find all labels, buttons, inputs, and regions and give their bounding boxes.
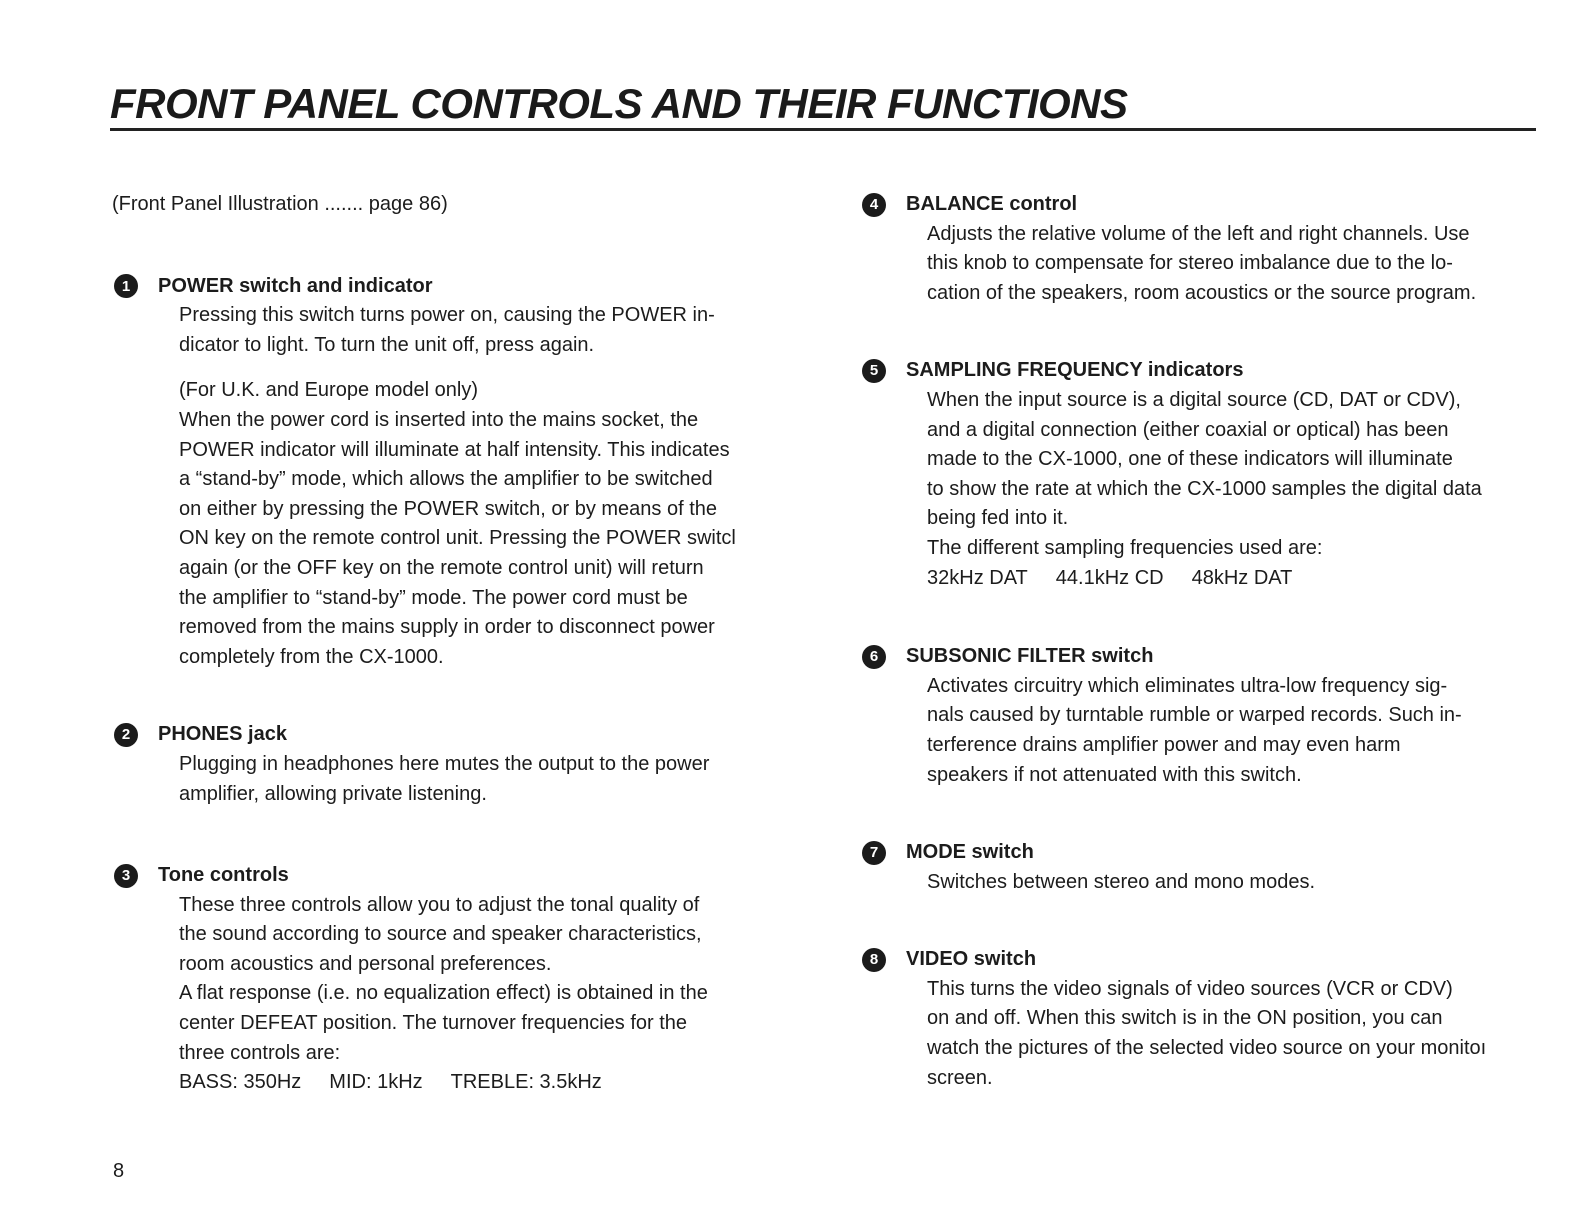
section-heading-text: SAMPLING FREQUENCY indicators	[906, 359, 1244, 382]
section-heading-text: PHONES jack	[158, 723, 287, 746]
section-heading-text: VIDEO switch	[906, 948, 1037, 971]
section-heading-text: SUBSONIC FILTER switch	[906, 645, 1154, 668]
text-line: The different sampling frequencies used are:	[927, 536, 1323, 559]
section-heading	[862, 190, 1560, 220]
section-body	[927, 672, 1560, 790]
section-heading-text: POWER switch and indicator	[158, 274, 433, 297]
section-tone-controls	[112, 861, 802, 1098]
section-power	[112, 272, 802, 673]
text-line: on either by pressing the POWER switch, or by means of the	[179, 497, 718, 520]
text-line: and a digital connection (either coaxial or optical) has been	[927, 418, 1449, 441]
text-line: Pressing this switch turns power on, causing the POWER in-	[179, 304, 715, 327]
section-body	[927, 220, 1560, 309]
frequency-item: 48kHz DAT	[1191, 566, 1293, 589]
title-rule	[110, 128, 1536, 131]
spacer	[179, 360, 802, 376]
text-line: this knob to compensate for stereo imbalance due to the lo-	[927, 252, 1453, 275]
text-line: room acoustics and personal preferences.	[179, 952, 552, 975]
section-body	[927, 868, 1560, 898]
text-line: ON key on the remote control unit. Pressing the POWER switcl	[179, 527, 736, 550]
section-heading	[114, 720, 802, 750]
text-line: center DEFEAT position. The turnover frequencies for the	[179, 1012, 688, 1035]
section-heading	[862, 945, 1560, 975]
section-video	[860, 945, 1560, 1093]
frequency-item: 44.1kHz CD	[1055, 566, 1164, 589]
text-line: Plugging in headphones here mutes the output to the power	[179, 752, 710, 775]
text-line: watch the pictures of the selected video source on your monitoı	[927, 1037, 1487, 1060]
text-line: completely from the CX-1000.	[179, 645, 444, 668]
text-line: A flat response (i.e. no equalization effect) is obtained in the	[179, 982, 708, 1005]
section-body	[179, 301, 802, 672]
text-line: speakers if not attenuated with this switch.	[927, 763, 1302, 786]
text-line: Adjusts the relative volume of the left and right channels. Use	[927, 222, 1470, 245]
section-body	[927, 386, 1560, 593]
frequency-item: BASS: 350Hz	[179, 1071, 302, 1094]
section-heading	[114, 861, 802, 891]
section-phones	[112, 720, 802, 809]
right-column	[860, 190, 1560, 1093]
text-line: This turns the video signals of video sources (VCR or CDV)	[927, 977, 1453, 1000]
frequency-list	[927, 564, 1560, 594]
text-line: made to the CX-1000, one of these indicators will illuminate	[927, 448, 1453, 471]
section-number-badge: 5	[862, 359, 886, 383]
section-number-badge: 2	[114, 723, 138, 747]
page-title: FRONT PANEL CONTROLS AND THEIR FUNCTIONS	[110, 80, 1128, 127]
text-line: again (or the OFF key on the remote control unit) will return	[179, 556, 704, 579]
text-line: amplifier, allowing private listening.	[179, 782, 487, 805]
section-number-badge: 7	[862, 841, 886, 865]
left-column	[112, 190, 802, 1098]
frequency-list	[179, 1068, 802, 1098]
text-line: being fed into it.	[927, 507, 1069, 530]
text-line: the sound according to source and speaker characteristics,	[179, 923, 702, 946]
text-line: removed from the mains supply in order to disconnect power	[179, 616, 715, 639]
section-heading-text: Tone controls	[158, 864, 289, 887]
text-line: dicator to light. To turn the unit off, press again.	[179, 333, 595, 356]
text-line: nals caused by turntable rumble or warped records. Such in-	[927, 704, 1462, 727]
text-line: When the power cord is inserted into the mains socket, the	[179, 408, 699, 431]
frequency-item: MID: 1kHz	[329, 1071, 423, 1094]
text-line: to show the rate at which the CX-1000 samples the digital data	[927, 477, 1482, 500]
section-number-badge: 1	[114, 274, 138, 298]
section-heading	[114, 272, 802, 302]
text-line: the amplifier to “stand-by” mode. The power cord must be	[179, 586, 688, 609]
section-heading	[862, 838, 1560, 868]
text-line: on and off. When this switch is in the ON position, you can	[927, 1007, 1443, 1030]
text-line: cation of the speakers, room acoustics or the source program.	[927, 281, 1477, 304]
text-line: When the input source is a digital source (CD, DAT or CDV),	[927, 388, 1461, 411]
text-line: Switches between stereo and mono modes.	[927, 870, 1315, 893]
text-line: screen.	[927, 1066, 993, 1089]
section-mode	[860, 838, 1560, 897]
section-heading-text: MODE switch	[906, 841, 1034, 864]
illustration-reference: (Front Panel Illustration ....... page 86)	[112, 193, 448, 215]
text-line: terference drains amplifier power and may even harm	[927, 733, 1401, 756]
section-heading-text: BALANCE control	[906, 193, 1078, 215]
text-line: Activates circuitry which eliminates ultra-low frequency sig-	[927, 674, 1448, 697]
text-line: three controls are:	[179, 1041, 341, 1064]
section-body	[179, 891, 802, 1098]
section-body	[179, 750, 802, 809]
page-number: 8	[113, 1160, 125, 1182]
section-body	[927, 975, 1560, 1093]
frequency-item: 32kHz DAT	[927, 566, 1028, 589]
section-number-badge: 4	[862, 193, 886, 217]
section-number-badge: 3	[114, 864, 138, 888]
text-line: These three controls allow you to adjust the tonal quality of	[179, 893, 700, 916]
section-number-badge: 6	[862, 645, 886, 669]
section-sampling-frequency	[860, 356, 1560, 593]
section-number-badge: 8	[862, 948, 886, 972]
section-heading	[862, 356, 1560, 386]
section-balance	[860, 190, 1560, 308]
text-line: POWER indicator will illuminate at half intensity. This indicates	[179, 438, 730, 461]
text-line: (For U.K. and Europe model only)	[179, 379, 479, 402]
section-heading	[862, 642, 1560, 672]
frequency-item: TREBLE: 3.5kHz	[450, 1071, 602, 1094]
section-subsonic-filter	[860, 642, 1560, 790]
text-line: a “stand-by” mode, which allows the amplifier to be switched	[179, 468, 713, 491]
